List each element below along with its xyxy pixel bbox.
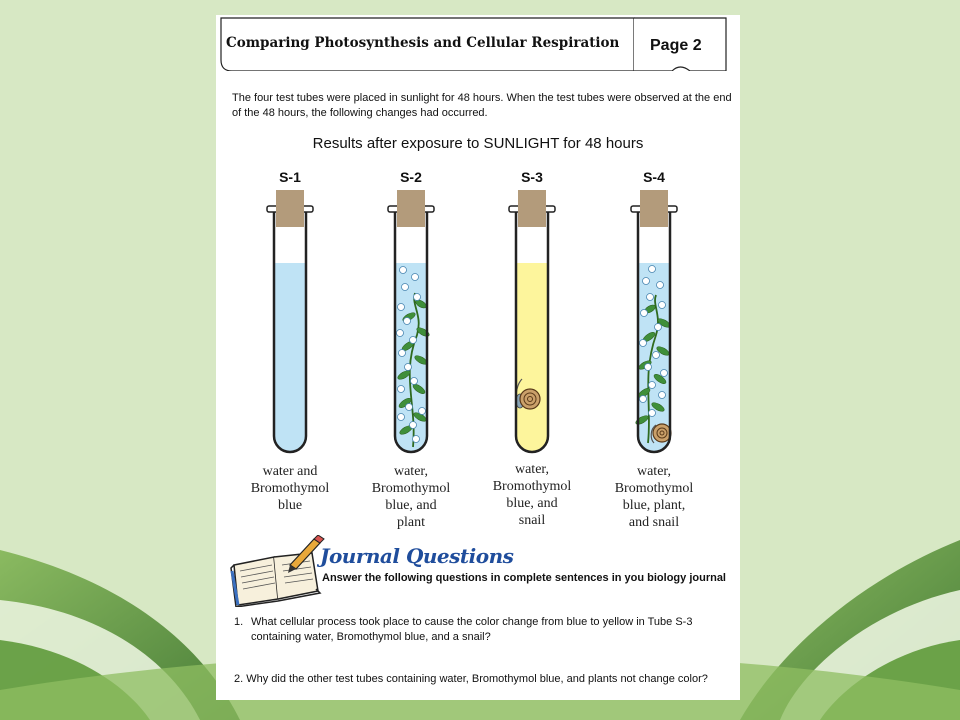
results-title: Results after exposure to SUNLIGHT for 48 hours	[312, 135, 644, 152]
question-1-number: 1.	[234, 616, 244, 628]
journal-book-icon	[228, 535, 328, 607]
worksheet-title: Comparing Photosynthesis and Cellular Respiration	[226, 35, 620, 51]
tube-label-s2: S-2	[400, 169, 422, 185]
question-1-text: What cellular process took place to cause the color change from blue to yellow in Tube S-3 containing water, Bromothymol blue, and a snail?	[251, 616, 693, 643]
cork-s3	[518, 190, 546, 227]
cork-s4	[640, 190, 668, 227]
tube-label-s4: S-4	[643, 169, 665, 185]
question-2: 2. Why did the other test tubes containing water, Bromothymol blue, and plants not change color?	[234, 673, 708, 685]
caption-s1: water and Bromothymol blue	[250, 464, 330, 513]
journal-title: Journal Questions	[320, 544, 514, 568]
test-tube-s4	[631, 190, 677, 452]
cork-s1	[276, 190, 304, 227]
tube-label-s1: S-1	[279, 169, 301, 185]
caption-s4: water, Bromothymol blue, plant, and snail	[614, 464, 694, 530]
liquid-s1	[274, 263, 306, 452]
journal-instructions: Answer the following questions in complete sentences in you biology journal	[322, 572, 726, 584]
page-number: Page 2	[650, 37, 702, 54]
test-tube-s2	[388, 190, 434, 452]
test-tube-s3	[509, 190, 555, 452]
tube-label-s3: S-3	[521, 169, 543, 185]
cork-s2	[397, 190, 425, 227]
test-tube-s1	[267, 190, 313, 452]
caption-s2: water, Bromothymol blue, and plant	[371, 464, 451, 530]
test-tubes	[216, 15, 740, 465]
worksheet-page	[216, 15, 740, 700]
intro-text: The four test tubes were placed in sunlight for 48 hours. When the test tubes were observed at the end of the 48 hours, the following changes had occurred.	[232, 92, 732, 119]
caption-s3: water, Bromothymol blue, and snail	[492, 462, 572, 528]
liquid-s3	[516, 263, 548, 452]
